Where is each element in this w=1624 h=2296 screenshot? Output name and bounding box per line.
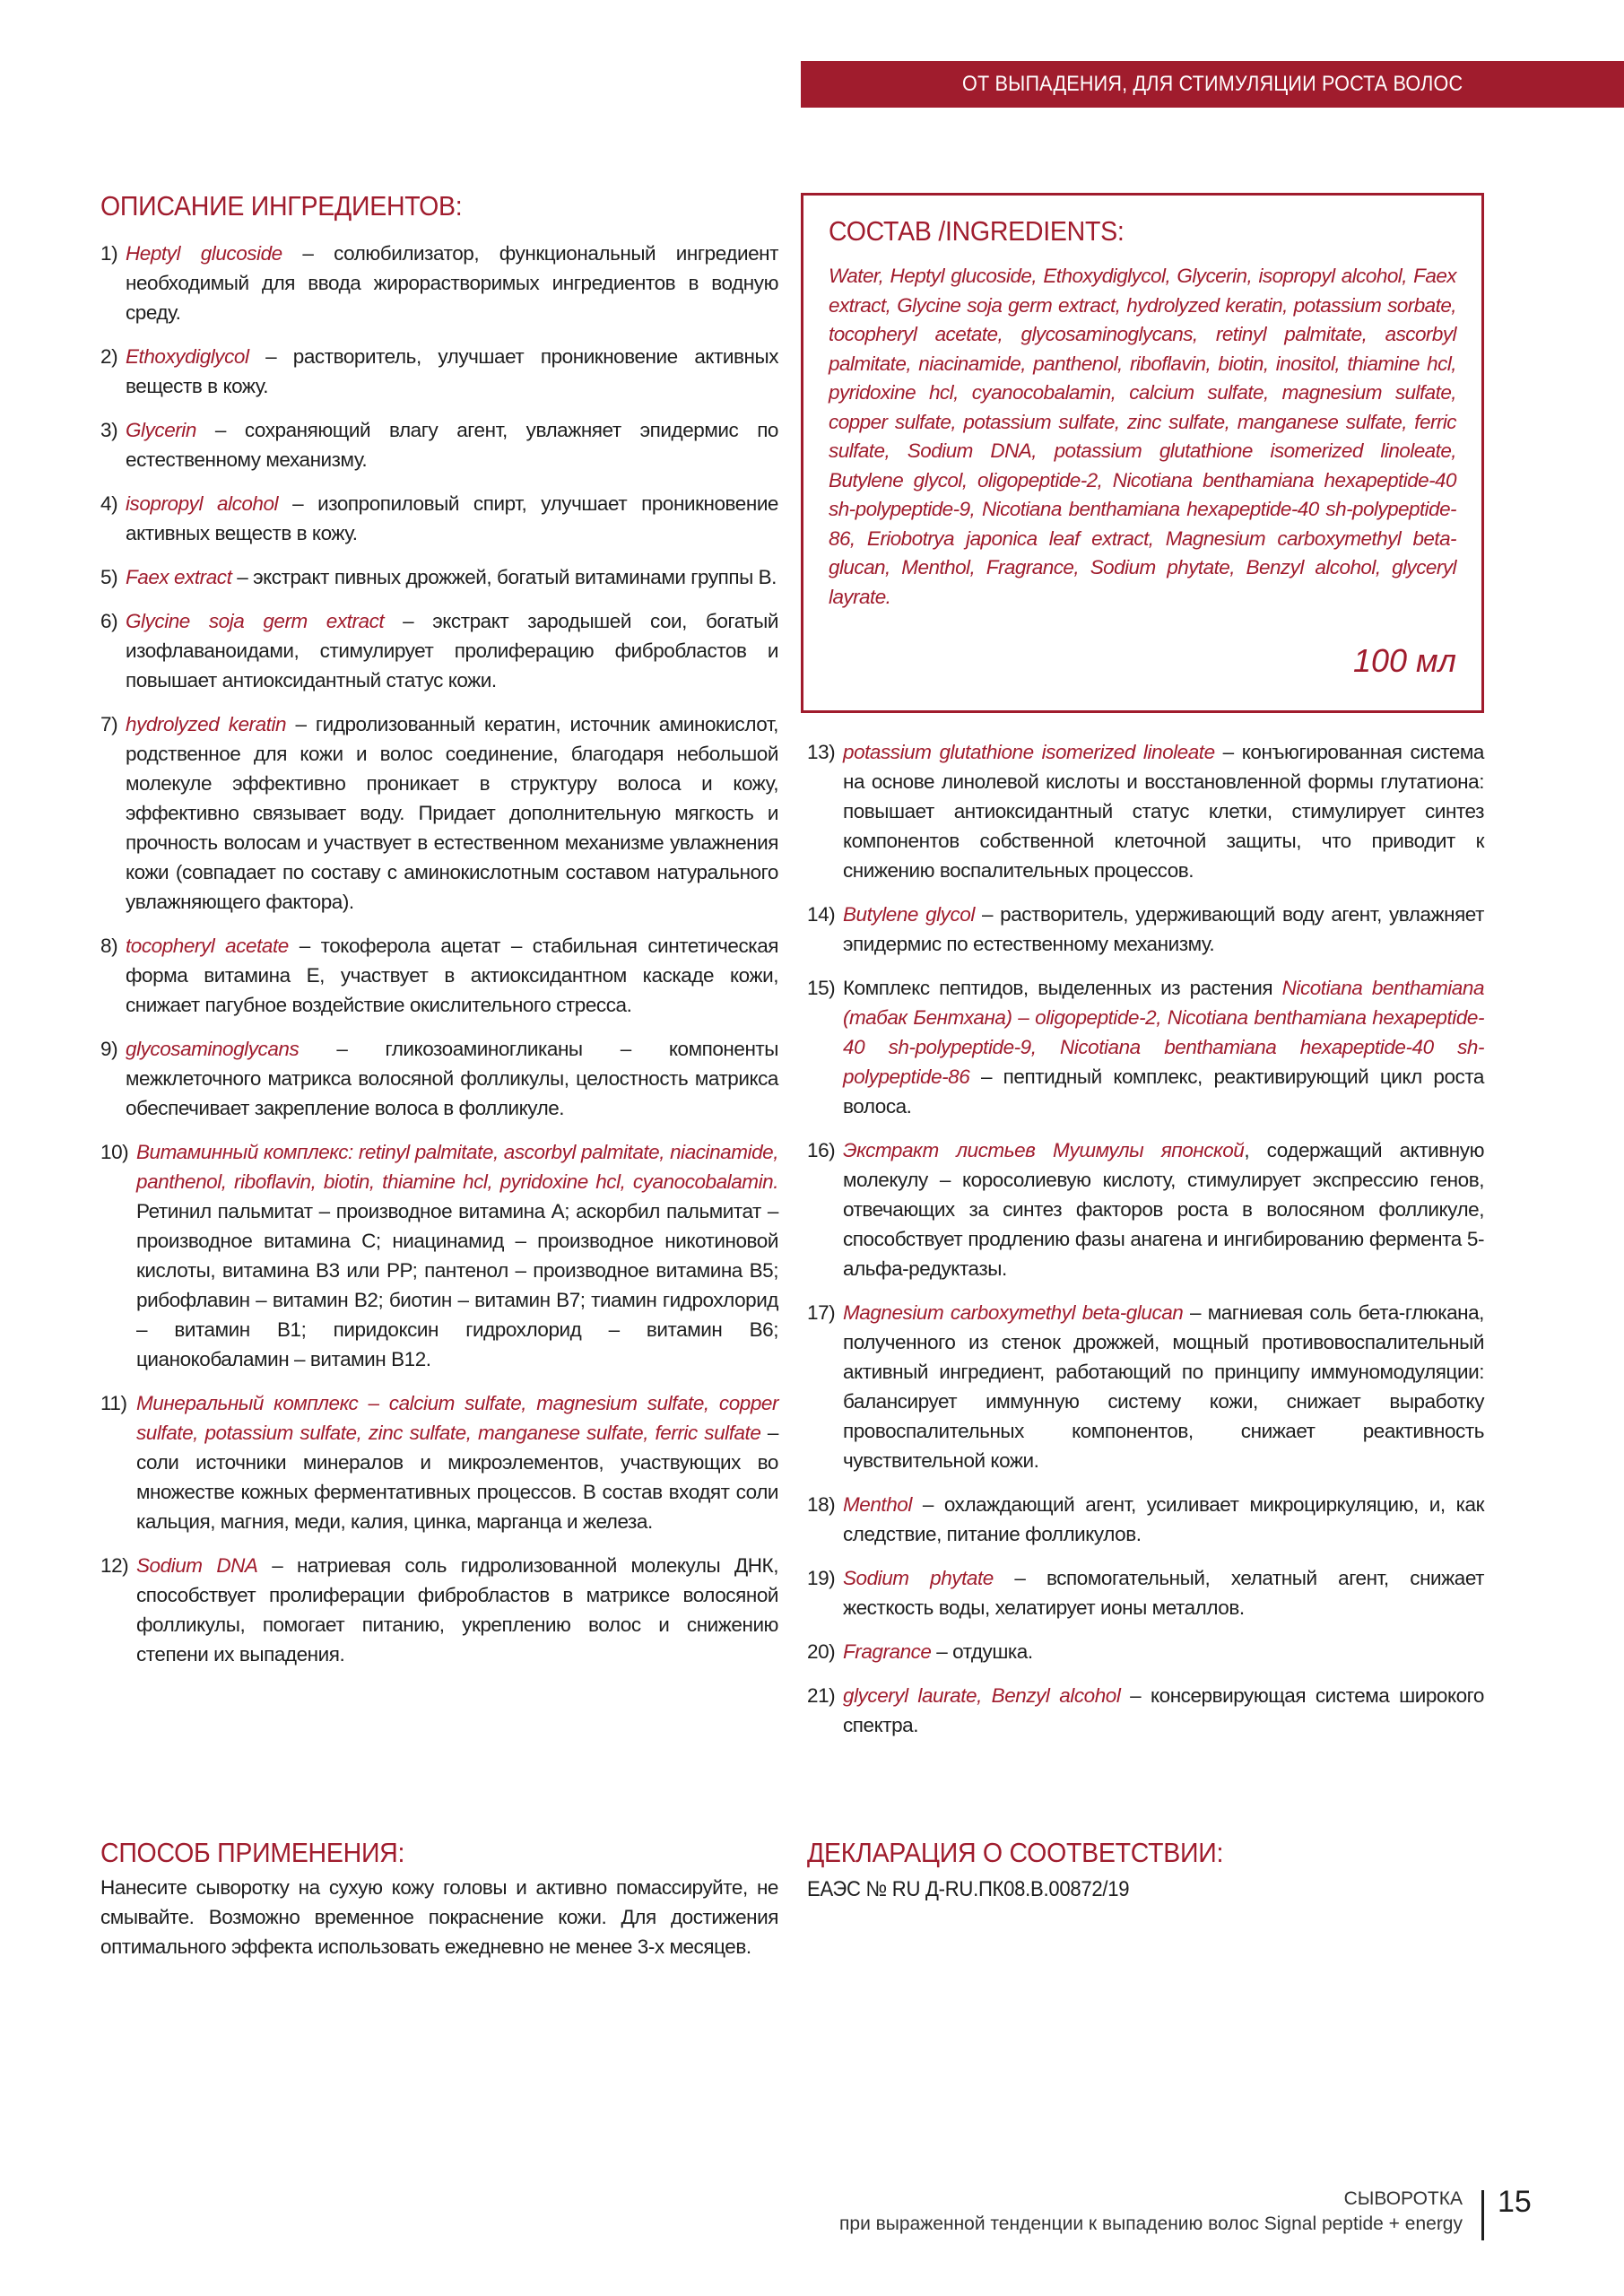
item-number: 6) <box>100 610 118 632</box>
list-item <box>807 1490 1484 1549</box>
ingredient-name: hydrolyzed keratin <box>126 713 287 735</box>
section-title-description: ОПИСАНИЕ ИНГРЕДИЕНТОВ: <box>100 190 463 222</box>
ingredient-text: – вспомогательный, хелатный агент, снижает жесткость воды, хелатирует ионы металлов. <box>843 1567 1484 1619</box>
ingredient-name: glyceryl laurate, Benzyl alcohol <box>843 1684 1121 1707</box>
list-item <box>100 239 778 327</box>
ingredient-name: Faex extract <box>126 566 232 588</box>
ingredient-name: Butylene glycol <box>843 903 975 926</box>
item-number: 15) <box>807 977 836 999</box>
ingredient-name: tocopheryl acetate <box>126 935 289 957</box>
list-item <box>807 1681 1484 1740</box>
item-number: 12) <box>100 1554 129 1577</box>
ingredients-box <box>801 193 1484 713</box>
category-banner-text: ОТ ВЫПАДЕНИЯ, ДЛЯ СТИМУЛЯЦИИ РОСТА ВОЛОС <box>961 72 1463 96</box>
item-number: 14) <box>807 903 836 926</box>
list-item <box>100 489 778 548</box>
ingredient-name: Ethoxydiglycol <box>126 345 249 368</box>
ingredient-text: Ретинил пальмитат – производное витамина А; аскорбил пальмитат – производное витамина С; ниацинамид – производное никотиновой кислоты, витамина В3 или РР; пантенол – производное витамина В5; рибофлавин – витамин В2; биотин – витамин В7; тиамин гидрохлорид – витамин В1; пиридоксин гидрохлорид – витамин В6; цианокобаламин – витамин В12. <box>136 1200 778 1370</box>
ingredient-name: Heptyl glucoside <box>126 242 282 265</box>
ingredient-text: – натриевая соль гидролизованной молекулы ДНК, способствует пролиферации фибробластов в матриксе волосяной фолликулы, помогает питанию, укреплению волос и снижению степени их выпадения. <box>136 1554 778 1665</box>
ingredient-text: – отдушка. <box>931 1640 1033 1663</box>
item-number: 20) <box>807 1640 836 1663</box>
declaration-section <box>807 1837 1484 1905</box>
item-number: 2) <box>100 345 118 368</box>
ingredient-text: – растворитель, удерживающий воду агент, увлажняет эпидермис по естественному механизму. <box>843 903 1484 955</box>
list-item <box>807 1298 1484 1475</box>
item-number: 7) <box>100 713 118 735</box>
ingredient-text: – изопропиловый спирт, улучшает проникновение активных веществ в кожу. <box>126 492 778 544</box>
product-volume: 100 мл <box>1352 642 1456 679</box>
ingredient-name: Sodium phytate <box>843 1567 994 1589</box>
list-item <box>807 900 1484 959</box>
page-footer <box>839 2187 1463 2237</box>
ingredient-name: Nicotiana benthamiana (табак Бентхана) – oligopeptide-2, Nicotiana benthamiana hexapeptide-40 sh-polypeptide-9, Nicotiana benthamiana hexapeptide-40 sh-polypeptide-86 <box>843 977 1485 1088</box>
list-item <box>100 931 778 1020</box>
ingredient-text: – охлаждающий агент, усиливает микроциркуляцию, и, как следствие, питание фолликулов. <box>843 1493 1484 1545</box>
list-item <box>100 1034 778 1123</box>
list-item <box>807 737 1484 885</box>
item-number: 4) <box>100 492 118 515</box>
usage-text: Нанесите сыворотку на сухую кожу головы и активно помассируйте, не смывайте. Возможно временное покраснение кожи. Для достижения оптимального эффекта использовать ежедневно не менее 3-х месяцев. <box>100 1876 778 1958</box>
list-item <box>807 1563 1484 1622</box>
item-number: 9) <box>100 1038 118 1060</box>
item-number: 10) <box>100 1141 129 1163</box>
ingredient-text: – конъюгированная система на основе линолевой кислоты и восстановленной формы глутатиона: повышает антиоксидантный статус клетки, стимулирует синтез компонентов собственной клеточной защиты, что приводит к снижению воспалительных процессов. <box>843 741 1484 882</box>
ingredient-text: – гликозоаминогликаны – компоненты межклеточного матрикса волосяной фолликулы, целостность матрикса обеспечивает закрепление волоса в фолликуле. <box>126 1038 778 1119</box>
ingredient-text: – магниевая соль бета-глюкана, полученного из стенок дрожжей, мощный противовоспалительный активный ингредиент, работающий по принципу иммуномодуляции: балансирует иммунную систему кожи, снижает выработку провоспалительных компонентов, снижает реактивность чувствительной кожи. <box>843 1301 1484 1472</box>
list-item <box>100 342 778 401</box>
item-number: 5) <box>100 566 118 588</box>
list-item <box>807 1135 1484 1283</box>
ingredient-text: – гидролизованный кератин, источник аминокислот, родственное для кожи и волос соединение, благодаря небольшой молекуле эффективно проникает в структуру волоса и кожу, эффективно связывает воду. Придает дополнительную мягкость и прочность волосам и участвует в естественном механизме увлажнения кожи (совпадает по составу с аминокислотным составом натурального увлажняющего фактора). <box>126 713 778 913</box>
list-item <box>100 1388 778 1536</box>
list-item <box>100 1551 778 1669</box>
declaration-number: ЕАЭС № RU Д-RU.ПК08.В.00872/19 <box>807 1877 1130 1901</box>
list-item <box>807 1637 1484 1666</box>
item-number: 18) <box>807 1493 836 1516</box>
item-number: 13) <box>807 741 836 763</box>
section-title-usage: СПОСОБ ПРИМЕНЕНИЯ: <box>100 1837 405 1868</box>
ingredient-name: Glycerin <box>126 419 196 441</box>
usage-section <box>100 1837 778 1961</box>
ingredient-text: – экстракт пивных дрожжей, богатый витаминами группы В. <box>231 566 777 588</box>
item-number: 21) <box>807 1684 836 1707</box>
ingredient-text: – токоферола ацетат – стабильная синтетическая форма витамина Е, участвует в актиоксидантном каскаде кожи, снижает пагубное воздействие окислительного стресса. <box>126 935 778 1016</box>
item-number: 11) <box>100 1392 127 1414</box>
ingredient-description-section <box>100 190 778 1683</box>
footer-category: СЫВОРОТКА <box>1343 2188 1463 2209</box>
section-title-declaration: ДЕКЛАРАЦИЯ О СООТВЕТСТВИИ: <box>807 1837 1224 1868</box>
ingredient-name: isopropyl alcohol <box>126 492 279 515</box>
ingredient-name: Витаминный комплекс: retinyl palmitate, ascorbyl palmitate, niacinamide, panthenol, riboflavin, biotin, thiamine hcl, pyridoxine hcl, cyanocobalamin. <box>136 1141 778 1193</box>
ingredient-name: Fragrance <box>843 1640 932 1663</box>
footer-product-name: при выраженной тенденции к выпадению волос Signal peptide + energy <box>839 2213 1463 2234</box>
ingredient-name: Magnesium carboxymethyl beta-glucan <box>843 1301 1184 1324</box>
list-item <box>100 1137 778 1374</box>
ingredient-text: – пептидный комплекс, реактивирующий цикл роста волоса. <box>843 1065 1484 1118</box>
ingredient-text: – экстракт зародышей сои, богатый изофлаваноидами, стимулирует пролиферацию фибробластов и повышает антиоксидантный статус кожи. <box>126 610 779 691</box>
footer-divider <box>1481 2190 1484 2240</box>
item-number: 1) <box>100 242 118 265</box>
ingredient-name: Минеральный комплекс – calcium sulfate, magnesium sulfate, copper sulfate, potassium sulfate, zinc sulfate, manganese sulfate, ferric sulfate <box>136 1392 778 1444</box>
list-item <box>100 709 778 917</box>
section-title-ingredients: СОСТАВ /INGREDIENTS: <box>829 215 1125 247</box>
ingredient-text: – сохраняющий влагу агент, увлажняет эпидермис по естественному механизму. <box>126 419 778 471</box>
item-number: 3) <box>100 419 118 441</box>
ingredient-text: – солюбилизатор, функциональный ингредиент необходимый для ввода жирорастворимых ингредиентов в водную среду. <box>126 242 778 324</box>
ingredients-list: Water, Heptyl glucoside, Ethoxydiglycol, Glycerin, isopropyl alcohol, Faex extract, Glycine soja germ extract, hydrolyzed keratin, potassium sorbate, tocopheryl acetate, glycosaminoglycans, retinyl palmitate, ascorbyl palmitate, niacinamide, panthenol, riboflavin, biotin, inositol, thiamine hcl, pyridoxine hcl, cyanocobalamin, calcium sulfate, magnesium sulfate, copper sulfate, potassium sulfate, zinc sulfate, manganese sulfate, ferric sulfate, Sodium DNA, potassium glutathione isomerized linoleate, Butylene glycol, oligopeptide-2, Nicotiana benthamiana hexapeptide-40 sh-polypeptide-9, Nicotiana benthamiana hexapeptide-40 sh-polypeptide-86, Eriobotrya japonica leaf extract, Magnesium carboxymethyl beta-glucan, Menthol, Fragrance, Sodium phytate, Benzyl alcohol, glyceryl layrate. <box>829 265 1456 608</box>
list-item <box>100 415 778 474</box>
item-number: 17) <box>807 1301 836 1324</box>
category-banner <box>801 61 1624 108</box>
ingredient-name: Sodium DNA <box>136 1554 258 1577</box>
list-item <box>100 606 778 695</box>
item-number: 16) <box>807 1139 836 1161</box>
ingredient-name: Menthol <box>843 1493 912 1516</box>
ingredient-name: Glycine soja germ extract <box>126 610 385 632</box>
page-number: 15 <box>1498 2185 1532 2219</box>
ingredient-intro: Комплекс пептидов, выделенных из растения <box>843 977 1282 999</box>
list-item <box>100 562 778 592</box>
ingredient-name: potassium glutathione isomerized linoleate <box>843 741 1215 763</box>
ingredient-text: – консервирующая система широкого спектра. <box>843 1684 1484 1736</box>
ingredient-name: glycosaminoglycans <box>126 1038 300 1060</box>
ingredient-text: – соли источники минералов и микроэлементов, участвующих во множестве кожных ферментативных процессов. В состав входят соли кальция, магния, меди, калия, цинка, марганца и железа. <box>136 1422 778 1533</box>
ingredient-description-continued <box>807 737 1484 1754</box>
list-item <box>807 973 1484 1121</box>
ingredient-text: – растворитель, улучшает проникновение активных веществ в кожу. <box>126 345 778 397</box>
ingredient-text: , содержащий активную молекулу – коросолиевую кислоту, стимулирует экспрессию генов, отвечающих за синтез факторов роста в волосяном фолликуле, способствует продлению фазы анагена и ингибированию фермента 5-альфа-редуктазы. <box>843 1139 1484 1280</box>
ingredient-name: Экстракт листьев Мушмулы японской <box>843 1139 1245 1161</box>
item-number: 19) <box>807 1567 836 1589</box>
item-number: 8) <box>100 935 118 957</box>
